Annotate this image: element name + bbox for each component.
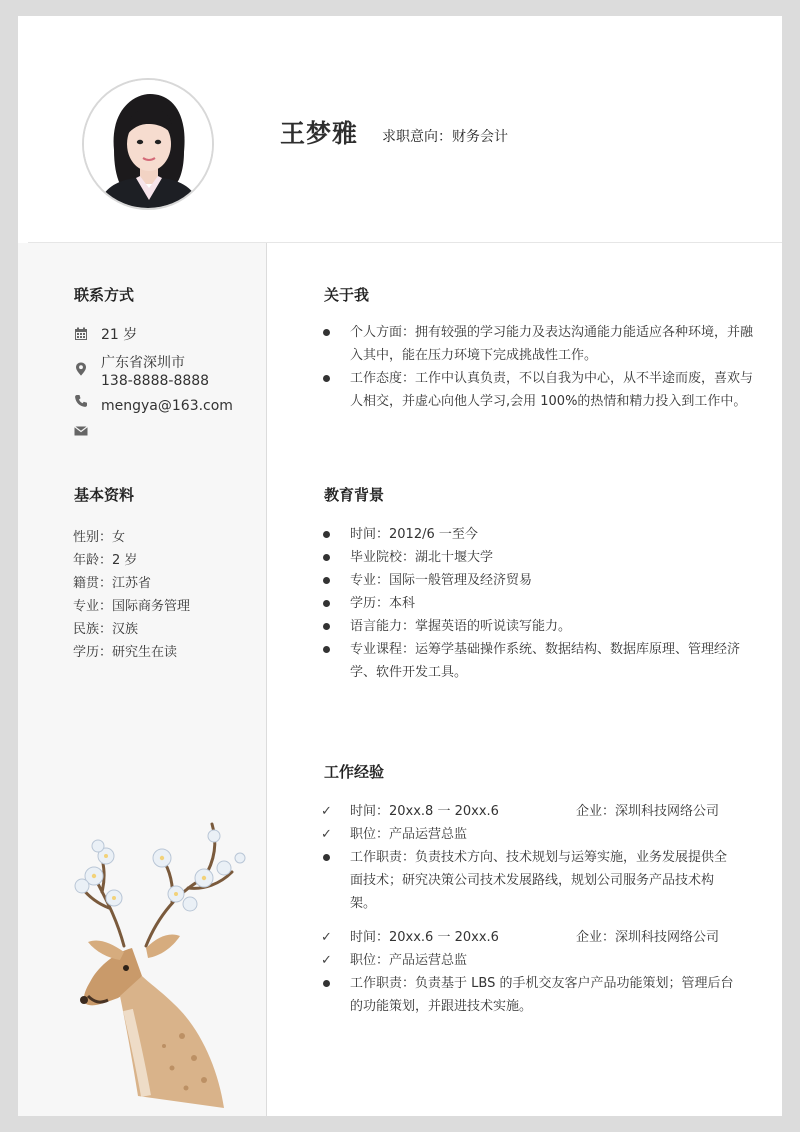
contact-location [74, 348, 185, 376]
column-divider [266, 243, 267, 1116]
basic-ethnicity: 民族：汉族 [73, 622, 139, 637]
basic-gender: 性别：女 [73, 530, 126, 545]
job-1-duty: 工作职责：负责技术方向、技术规划与运筹实施，业务发展提供全面技术；研究决策公司技术发展路线，规划公司服务产品技术构架。 [318, 846, 738, 915]
avatar [82, 78, 214, 210]
education-section-title: 教育背景 [324, 486, 385, 504]
job-1-company: 企业：深圳科技网络公司 [576, 804, 720, 819]
contact-email-text[interactable]: mengya@163.com [101, 398, 233, 414]
list-item: 时间：2012/6 一至今 [318, 523, 758, 546]
deer-illustration [54, 796, 260, 1116]
contact-email [74, 398, 233, 414]
work-list-2 [318, 926, 738, 1018]
basic-age: 年龄：2 岁 [73, 553, 138, 568]
basic-hometown: 籍贯：江苏省 [73, 576, 152, 591]
location-pin-icon [74, 362, 88, 376]
job-1-time-company [318, 800, 738, 823]
list-item: 语言能力：掌握英语的听说读写能力。 [318, 615, 758, 638]
basic-major: 专业：国际商务管理 [73, 599, 191, 614]
contact-location-text: 广东省深圳市 [101, 355, 185, 371]
basic-section-title: 基本资料 [74, 486, 135, 504]
calendar-icon [74, 327, 88, 341]
work-list-1 [318, 800, 738, 915]
list-item: 个人方面：拥有较强的学习能力及表达沟通能力能适应各种环境，并融入其中，能在压力环境下完成挑战性工作。 [318, 321, 762, 367]
about-section-title: 关于我 [324, 286, 370, 304]
list-item: 学历：本科 [318, 592, 758, 615]
job-1-position: ✓ 职位：产品运营总监 [318, 823, 738, 846]
contact-age-text: 21 岁 [101, 327, 138, 343]
education-list [318, 523, 758, 684]
job-2-time-company [318, 926, 738, 949]
job-2-company: 企业：深圳科技网络公司 [576, 930, 720, 945]
contact-phone-text: 138-8888-8888 [101, 373, 210, 389]
phone-icon [74, 394, 88, 408]
mail-icon [74, 424, 88, 438]
job-2-duty: 工作职责：负责基于 LBS 的手机交友客户产品功能策划；管理后台的功能策划，并跟进技术实施。 [318, 972, 738, 1018]
contact-section-title: 联系方式 [74, 286, 135, 304]
job-intention: 求职意向：财务会计 [382, 129, 508, 145]
job-2-time: ✓ 时间：20xx.6 一 20xx.6 [350, 930, 499, 945]
list-item: 毕业院校：湖北十堰大学 [318, 546, 758, 569]
basic-degree: 学历：研究生在读 [73, 645, 178, 660]
list-item: 工作态度：工作中认真负责，不以自我为中心，从不半途而废，喜欢与人相交，并虚心向他人学习,会用 100%的热情和精力投入到工作中。 [318, 367, 762, 413]
list-item: 专业课程：运筹学基础操作系统、数据结构、数据库原理、管理经济学、软件开发工具。 [318, 638, 758, 684]
about-list [318, 321, 762, 413]
resume-page [18, 16, 782, 1116]
contact-age [74, 324, 137, 344]
candidate-name: 王梦雅 [280, 119, 359, 148]
portrait-illustration [84, 80, 212, 208]
contact-phone [101, 373, 209, 389]
work-section-title: 工作经验 [324, 763, 385, 781]
job-1-time: ✓ 时间：20xx.8 一 20xx.6 [350, 804, 499, 819]
job-2-position: ✓ 职位：产品运营总监 [318, 949, 738, 972]
list-item: 专业：国际一般管理及经济贸易 [318, 569, 758, 592]
